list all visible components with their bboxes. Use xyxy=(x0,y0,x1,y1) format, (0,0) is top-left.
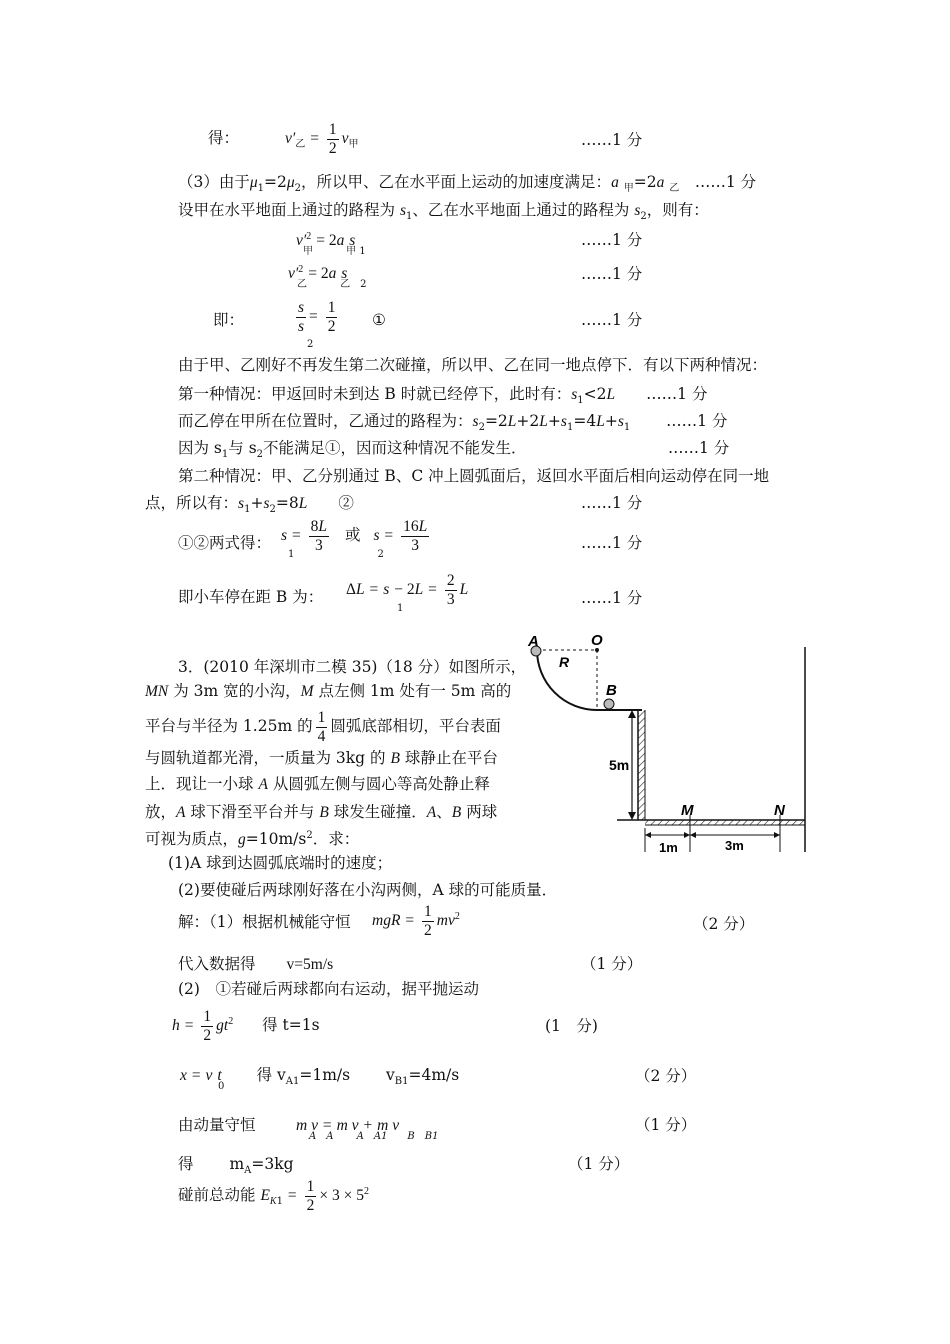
score: （1 分） xyxy=(635,1116,697,1134)
problem-line-4: 与圆轨道都光滑，一质量为 3kg 的 B 球静止在平台 xyxy=(145,749,498,767)
score: ……1 分 xyxy=(581,494,643,512)
two-eq-label: ①②两式得： xyxy=(178,534,272,552)
line-result-v-yi: 得： xyxy=(208,129,240,147)
label-b: B xyxy=(606,682,617,699)
score: ……1 分 xyxy=(581,311,643,329)
eq-v-jia-sq: $v'^2 = 2a$ s xyxy=(296,230,356,249)
eq-v-yi-sub: 乙 乙 2 xyxy=(297,279,367,290)
label-3m: 3m xyxy=(725,838,744,853)
label-a: A xyxy=(528,633,539,650)
label-m: M xyxy=(681,802,694,819)
score: （2 分） xyxy=(635,1067,697,1085)
eq-momentum-sub: A A A A1 B B1 xyxy=(309,1131,439,1142)
label-ji: 即： xyxy=(213,311,245,329)
score: ……1 分 xyxy=(581,231,643,249)
eq-v-jia-sub: 甲 甲 1 xyxy=(303,246,366,257)
eq-ratio: $\frac{s}{s}$ = $\frac{1}{2}$ xyxy=(298,298,336,335)
problem-line-7: 可视为质点，$g=10m/s^2$．求： xyxy=(145,829,360,848)
para-3: （3）由于$\mu_1=2\mu_2$，所以甲、乙在水平面上运动的加速度满足：a $_甲$=2a $_乙$ ……1 分 xyxy=(178,173,757,195)
eq-x: x = v t 得 $v_{A1}=1m/s$ $v_{B1}=4m/s$ xyxy=(180,1066,460,1088)
problem-line-2: MN 为 3m 宽的小沟，M 点左侧 1m 处有一 5m 高的 xyxy=(145,682,512,700)
eq-v-yi: $v'_乙$ = $\frac{1}{2}$ $v_甲$ xyxy=(285,120,359,157)
eq-energy: mgR = $\frac{1}{2}$ $mv^2$ xyxy=(372,902,460,939)
case-2: 第二种情况：甲、乙分别通过 B、C 冲上圆弧面后，返回水平面后相向运动停在同一地 xyxy=(178,467,770,485)
figure-diagram xyxy=(520,630,815,860)
sol-line-3: (2) ①若碰后两球都向右运动，据平抛运动 xyxy=(178,980,479,998)
eq-h: h = $\frac{1}{2}$ $gt^2$ 得 t=1s xyxy=(172,1007,320,1044)
para-condition: 由于甲、乙刚好不再发生第二次碰撞，所以甲、乙在同一地点停下．有以下两种情况： xyxy=(178,356,768,374)
question-2: (2)要使碰后两球刚好落在小沟两侧，A 球的可能质量． xyxy=(178,881,558,899)
sol-line-1: 解：（1）根据机械能守恒 xyxy=(178,913,351,931)
problem-line-3: 平台与半径为 1.25m 的 $\frac{1}{4}$ 圆弧底部相切，平台表面 xyxy=(145,708,501,745)
case-1: 第一种情况：甲返回时未到达 B 时就已经停下，此时有：$s_1<2L$ ……1 分 xyxy=(178,385,708,407)
score: (1 分) xyxy=(545,1017,598,1035)
score: ……1 分 xyxy=(581,534,643,552)
score: ……1 分 xyxy=(668,439,730,457)
problem-header: 3．(2010 年深圳市二模 35)（18 分）如图所示， xyxy=(178,658,527,676)
problem-line-5: 上．现让一小球 A 从圆弧左侧与圆心等高处静止释 xyxy=(145,775,490,793)
circle-one: ① xyxy=(372,311,386,329)
score: （2 分） xyxy=(693,915,755,933)
sub-0: 0 xyxy=(218,1081,225,1092)
label-1m: 1m xyxy=(659,840,678,855)
label-n: N xyxy=(774,802,785,819)
sub-1: 1 xyxy=(397,603,404,614)
sol-mass: 得 $m_A=3kg$ xyxy=(178,1155,294,1177)
case-1b: 而乙停在甲所在位置时，乙通过的路程为：$s_2=2L+2L+s_1=4L+s_1$ ……1 分 xyxy=(178,412,728,434)
eq-delta-l: ΔL = s − 2L = $\frac{2}{3}$ L xyxy=(346,571,469,608)
sub-2: 2 xyxy=(307,339,314,350)
score: （1 分） xyxy=(581,955,643,973)
label-r: R xyxy=(559,654,570,670)
eq-s1-s2: s = $\frac{8L}{3}$ 或 s = $\frac{16L}{3}$ xyxy=(281,517,428,554)
score: （1 分） xyxy=(568,1155,630,1173)
eq-v-yi-sq: $v'^2 = 2a$ s xyxy=(288,263,348,282)
para-s-intro: 设甲在水平地面上通过的路程为 $s_1$、乙在水平地面上通过的路程为 $s_2$，则有： xyxy=(178,201,709,223)
score: ……1 分 xyxy=(581,131,643,149)
label-5m: 5m xyxy=(609,757,630,773)
sol-momentum: 由动量守恒 xyxy=(178,1116,256,1134)
sol-ek: 碰前总动能 $E_{K1}$ = $\frac{1}{2}$ × $3 \times 5^2$ xyxy=(178,1177,369,1214)
question-1: (1)A 球到达圆弧底端时的速度； xyxy=(168,854,393,872)
problem-line-6: 放，A 球下滑至平台并与 B 球发生碰撞．A、B 两球 xyxy=(145,803,498,821)
case-2b: 点，所以有：$s_1+s_2=8L$ ② xyxy=(145,494,354,516)
case-1c: 因为 $s_1$与 $s_2$不能满足①，因而这种情况不能发生． xyxy=(178,439,527,461)
eq-s-subs: 1 2 xyxy=(288,549,384,560)
score: ……1 分 xyxy=(581,265,643,283)
eq-momentum: m v = m v + m v xyxy=(296,1117,400,1134)
stop-label: 即小车停在距 B 为： xyxy=(178,588,324,606)
score: ……1 分 xyxy=(581,589,643,607)
sol-line-2: 代入数据得 v=5m/s xyxy=(178,955,334,973)
label-o: O xyxy=(591,632,603,649)
